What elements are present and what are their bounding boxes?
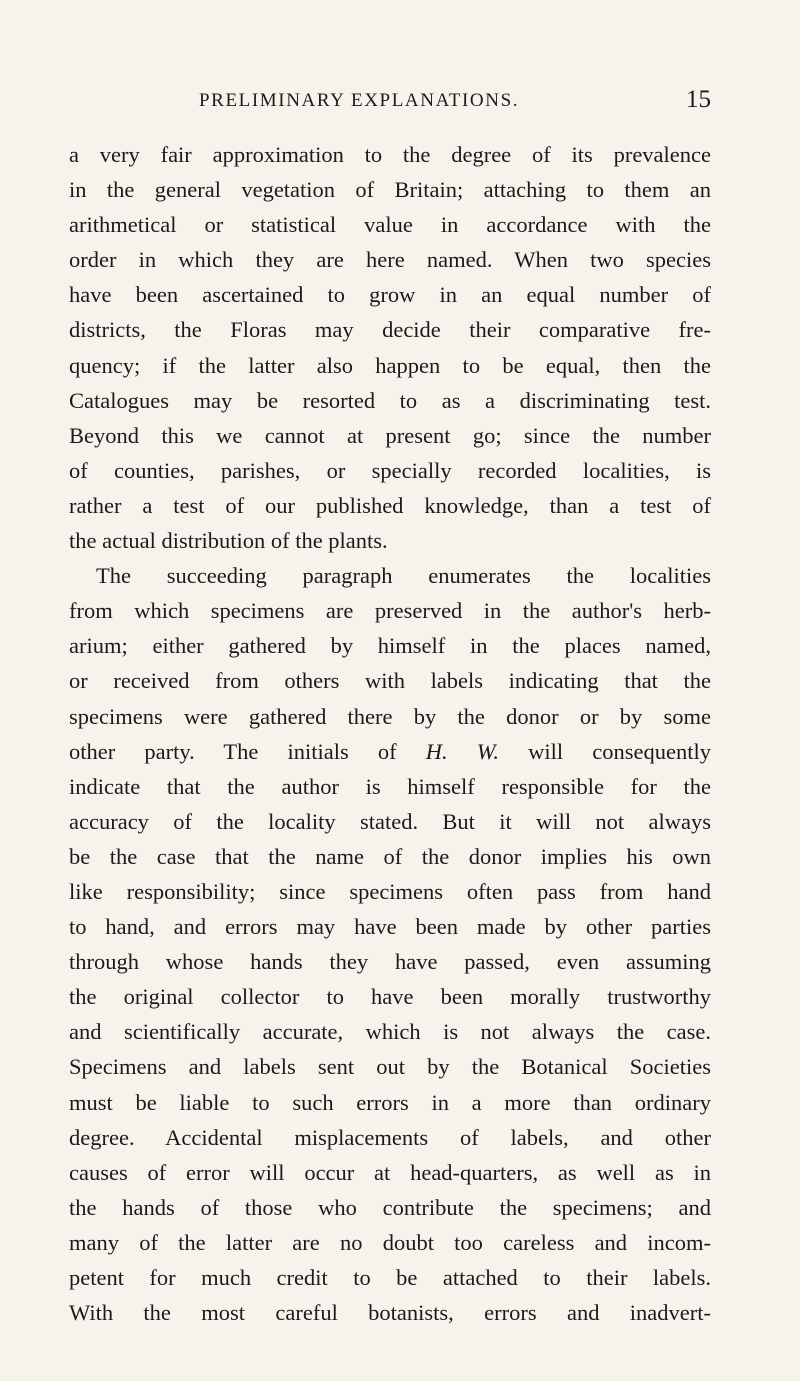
- text-line: quency; if the latter also happen to be equal, then the: [69, 352, 711, 378]
- text-line: specimens were gathered there by the donor or by some: [69, 703, 711, 729]
- text-line: accuracy of the locality stated. But it will not always: [69, 808, 711, 834]
- text-line: must be liable to such errors in a more than ordinary: [69, 1089, 711, 1115]
- text-line: With the most careful botanists, errors and inadvert-: [69, 1300, 711, 1326]
- text-line: degree. Accidental misplacements of labels, and other: [69, 1124, 711, 1150]
- text-line: and scientifically accurate, which is not always the case.: [69, 1019, 711, 1045]
- text-line: the hands of those who contribute the specimens; and: [69, 1194, 711, 1220]
- text-line: through whose hands they have passed, even assuming: [69, 949, 711, 975]
- text-line: to hand, and errors may have been made by other parties: [69, 914, 711, 940]
- text-line: arium; either gathered by himself in the places named,: [69, 633, 711, 659]
- text-line: in the general vegetation of Britain; attaching to them an: [69, 177, 711, 203]
- text-line: rather a test of our published knowledge, than a test of: [69, 492, 711, 518]
- initials-text: H. W.: [425, 738, 500, 764]
- text-line: indicate that the author is himself responsible for the: [69, 773, 711, 799]
- text-line: or received from others with labels indicating that the: [69, 668, 711, 694]
- text-line: like responsibility; since specimens often pass from hand: [69, 878, 711, 904]
- text-line: petent for much credit to be attached to their labels.: [69, 1265, 711, 1290]
- text-line: Catalogues may be resorted to as a discriminating test.: [69, 387, 711, 413]
- text-line: causes of error will occur at head-quarters, as well as in: [69, 1159, 711, 1185]
- running-title: PRELIMINARY EXPLANATIONS.: [199, 90, 520, 111]
- body-text: [69, 137, 711, 1330]
- text-line: from which specimens are preserved in the author's herb-: [69, 598, 711, 624]
- text-line: The succeeding paragraph enumerates the localities: [96, 563, 711, 589]
- text-line: districts, the Floras may decide their comparative fre-: [69, 317, 711, 343]
- page-number: 15: [686, 86, 711, 113]
- running-head: [69, 86, 711, 116]
- text-line: Beyond this we cannot at present go; since the number: [69, 422, 711, 448]
- text-line: order in which they are here named. When two species: [69, 247, 711, 273]
- text-line: of counties, parishes, or specially recorded localities, is: [69, 457, 711, 483]
- text-line: the actual distribution of the plants.: [69, 528, 388, 554]
- text-line: arithmetical or statistical value in accordance with the: [69, 212, 711, 238]
- text-line: a very fair approximation to the degree of its prevalence: [69, 142, 711, 167]
- text-line: Specimens and labels sent out by the Botanical Societies: [69, 1054, 711, 1080]
- text-line: other party. The initials of H. W. will consequently: [69, 738, 711, 764]
- text-line: the original collector to have been morally trustworthy: [69, 984, 711, 1010]
- text-line: have been ascertained to grow in an equal number of: [69, 282, 711, 308]
- text-line: many of the latter are no doubt too careless and incom-: [69, 1229, 711, 1255]
- text-line: be the case that the name of the donor implies his own: [69, 843, 711, 869]
